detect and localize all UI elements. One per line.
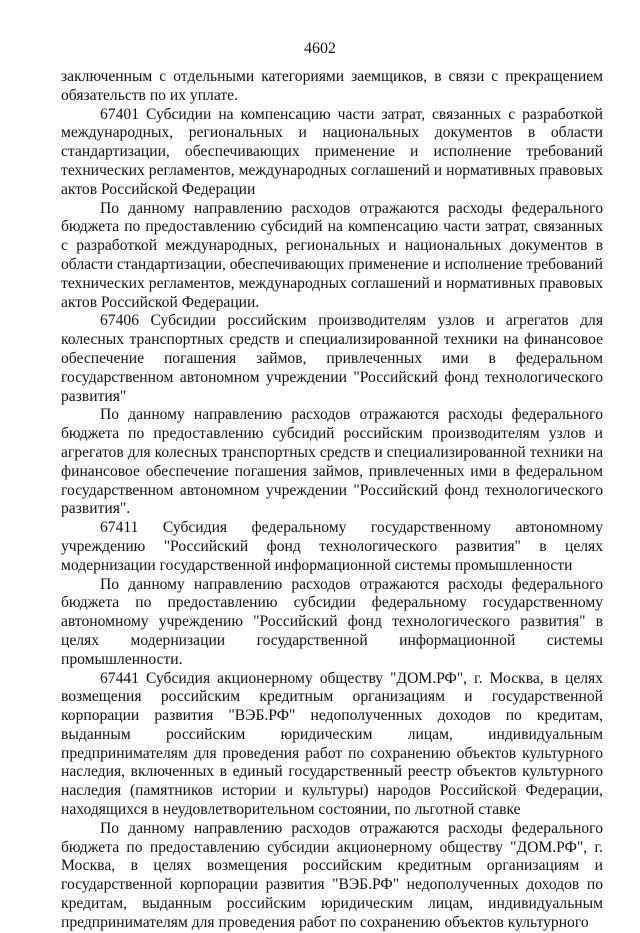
paragraph-67401-description: По данному направлению расходов отражаются расходы федерального бюджета по предоставлению субсидий на компенсацию части затрат, связанных с разработкой международных, региональных и национальных документов в области стандартизации, обеспечивающих применение и исполнение требований технических регламентов, международных соглашений и нормативных правовых актов Российской Федерации. bbox=[61, 199, 603, 311]
paragraph-67441-description: По данному направлению расходов отражаются расходы федерального бюджета по предоставлению субсидии акционерному обществу "ДОМ.РФ", г. Москва, в целях возмещения российским кредитным организациям и государственной корпорации развития "ВЭБ.РФ" недополученных доходов по кредитам, выданным российским юридическим лицам, индивидуальным предпринимателям для проведения работ по сохранению объектов культурного bbox=[61, 819, 603, 931]
paragraph-code-67401: 67401 Субсидии на компенсацию части затрат, связанных с разработкой международных, региональных и национальных документов в области стандартизации, обеспечивающих применение и исполнение требований технических регламентов, международных соглашений и нормативных правовых актов Российской Федерации bbox=[61, 105, 603, 198]
paragraph-67411-description: По данному направлению расходов отражаются расходы федерального бюджета по предоставлению субсидии федеральному государственному автономному учреждению "Российский фонд технологического развития" в целях модернизации государственной информационной системы промышленности. bbox=[61, 575, 603, 668]
page-number: 4602 bbox=[304, 40, 336, 57]
paragraph-code-67441: 67441 Субсидия акционерному обществу "ДОМ.РФ", г. Москва, в целях возмещения российским кредитным организациям и государственной корпорации развития "ВЭБ.РФ" недополученных доходов по кредитам, выданным российским юридическим лицам, индивидуальным предпринимателям для проведения работ по сохранению объектов культурного наследия, включенных в единый государственный реестр объектов культурного наследия (памятников истории и культуры) народов Российской Федерации, находящихся в неудовлетворительном состоянии, по льготной ставке bbox=[61, 669, 603, 819]
paragraph-code-67406: 67406 Субсидии российским производителям узлов и агрегатов для колесных транспортных средств и специализированной техники на финансовое обеспечение погашения займов, привлеченных ими в федеральном государственном автономном учреждении "Российский фонд технологического развития" bbox=[61, 312, 603, 405]
paragraph-continuation: заключенным с отдельными категориями заемщиков, в связи с прекращением обязательств по их уплате. bbox=[61, 68, 603, 104]
document-body bbox=[61, 68, 603, 933]
paragraph-code-67411: 67411 Субсидия федеральному государственному автономному учреждению "Российский фонд технологического развития" в целях модернизации государственной информационной системы промышленности bbox=[61, 519, 603, 574]
paragraph-67406-description: По данному направлению расходов отражаются расходы федерального бюджета по предоставлению субсидий российским производителям узлов и агрегатов для колесных транспортных средств и специализированной техники на финансовое обеспечение погашения займов, привлеченных ими в федеральном государственном автономном учреждении "Российский фонд технологического развития". bbox=[61, 406, 603, 518]
